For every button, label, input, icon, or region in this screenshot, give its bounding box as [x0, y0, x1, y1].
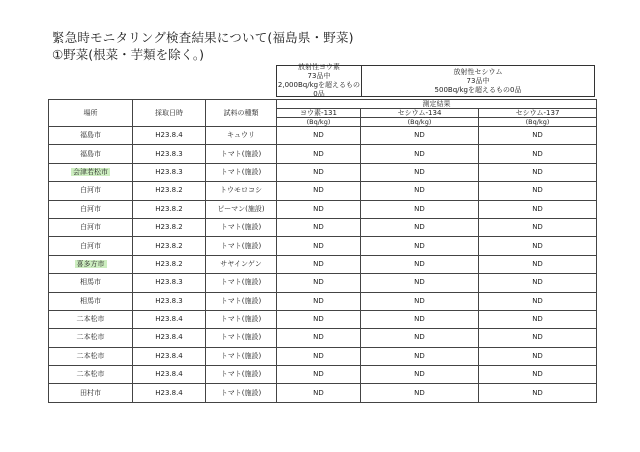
cell-place: 相馬市 [49, 292, 133, 310]
cell-sample: トマト(施設) [206, 366, 277, 384]
cell-date: H23.8.3 [133, 274, 206, 292]
cell-cs137: ND [479, 237, 597, 255]
cell-sample: トマト(施設) [206, 329, 277, 347]
cell-sample: トマト(施設) [206, 274, 277, 292]
cesium-summary-line2: 73品中 [466, 76, 490, 85]
cell-date: H23.8.3 [133, 163, 206, 181]
cell-place: 二本松市 [49, 347, 133, 365]
cell-cs137: ND [479, 292, 597, 310]
cell-date: H23.8.4 [133, 127, 206, 145]
table-row [49, 384, 597, 402]
cell-cs137: ND [479, 127, 597, 145]
header-sample: 試料の種類 [206, 100, 277, 127]
cell-sample: トマト(施設) [206, 347, 277, 365]
cell-i131: ND [277, 255, 361, 273]
table-row [49, 127, 597, 145]
table-row [49, 182, 597, 200]
table-row [49, 274, 597, 292]
cell-sample: トマト(施設) [206, 384, 277, 402]
cell-cs137: ND [479, 163, 597, 181]
cell-cs137: ND [479, 310, 597, 328]
iodine-summary-line1: 放射性ヨウ素 [298, 63, 340, 71]
cell-i131: ND [277, 274, 361, 292]
header-unit-cs134: (Bq/kg) [361, 118, 479, 127]
cell-cs134: ND [361, 237, 479, 255]
cell-date: H23.8.2 [133, 200, 206, 218]
cell-cs134: ND [361, 145, 479, 163]
cell-date: H23.8.3 [133, 145, 206, 163]
cell-sample: サヤインゲン [206, 255, 277, 273]
cell-cs134: ND [361, 163, 479, 181]
header-date: 採取日時 [133, 100, 206, 127]
cell-date: H23.8.4 [133, 366, 206, 384]
cell-i131: ND [277, 237, 361, 255]
header-place: 場所 [49, 100, 133, 127]
table-row [49, 163, 597, 181]
cell-place: 白河市 [49, 200, 133, 218]
cell-i131: ND [277, 329, 361, 347]
cell-sample: トマト(施設) [206, 145, 277, 163]
cell-place: 白河市 [49, 237, 133, 255]
cell-place: 白河市 [49, 182, 133, 200]
cell-date: H23.8.4 [133, 347, 206, 365]
section-subtitle: ①野菜(根菜・芋類を除く。) [52, 47, 204, 62]
cell-place: 二本松市 [49, 310, 133, 328]
table-row [49, 329, 597, 347]
cell-place: 田村市 [49, 384, 133, 402]
table-row [49, 366, 597, 384]
cell-place: 相馬市 [49, 274, 133, 292]
cell-place [49, 255, 133, 273]
cell-cs137: ND [479, 366, 597, 384]
cell-i131: ND [277, 127, 361, 145]
results-table [48, 99, 597, 403]
results-body [49, 127, 597, 403]
table-row [49, 200, 597, 218]
cell-cs134: ND [361, 200, 479, 218]
cell-i131: ND [277, 384, 361, 402]
cell-date: H23.8.2 [133, 218, 206, 236]
cell-sample: トウモロコシ [206, 182, 277, 200]
iodine-summary-line2: 73品中 [307, 72, 331, 80]
highlighted-place: 喜多方市 [76, 259, 105, 268]
cell-cs137: ND [479, 218, 597, 236]
header-i131: ヨウ素-131 [277, 109, 361, 118]
cell-cs134: ND [361, 127, 479, 145]
cell-cs134: ND [361, 329, 479, 347]
table-row [49, 255, 597, 273]
cell-sample: トマト(施設) [206, 237, 277, 255]
cell-sample: ピーマン(施設) [206, 200, 277, 218]
header-results: 測定結果 [277, 100, 597, 109]
cell-i131: ND [277, 163, 361, 181]
iodine-summary [277, 63, 362, 98]
cell-place: 二本松市 [49, 366, 133, 384]
cell-i131: ND [277, 182, 361, 200]
cell-cs134: ND [361, 218, 479, 236]
cell-date: H23.8.2 [133, 182, 206, 200]
cesium-summary [362, 66, 594, 96]
header-unit-i131: (Bq/kg) [277, 118, 361, 127]
cell-date: H23.8.4 [133, 329, 206, 347]
cell-place [49, 163, 133, 181]
document-title: 緊急時モニタリング検査結果について(福島県・野菜) [52, 30, 354, 45]
summary-boxes [276, 65, 595, 97]
cell-cs137: ND [479, 347, 597, 365]
header-cs137: セシウム-137 [479, 109, 597, 118]
table-row [49, 145, 597, 163]
cell-cs134: ND [361, 182, 479, 200]
cell-cs134: ND [361, 292, 479, 310]
cell-i131: ND [277, 200, 361, 218]
cell-cs134: ND [361, 255, 479, 273]
cell-date: H23.8.4 [133, 310, 206, 328]
cell-i131: ND [277, 310, 361, 328]
cell-cs134: ND [361, 274, 479, 292]
cell-place: 二本松市 [49, 329, 133, 347]
cell-date: H23.8.3 [133, 292, 206, 310]
cell-place: 福島市 [49, 127, 133, 145]
cell-cs137: ND [479, 384, 597, 402]
header-unit-cs137: (Bq/kg) [479, 118, 597, 127]
cesium-summary-line3: 500Bq/kgを超えるもの0品 [434, 85, 522, 94]
cell-date: H23.8.2 [133, 237, 206, 255]
cell-i131: ND [277, 218, 361, 236]
table-row [49, 310, 597, 328]
cell-date: H23.8.2 [133, 255, 206, 273]
cell-cs134: ND [361, 310, 479, 328]
cell-sample: トマト(施設) [206, 163, 277, 181]
cell-i131: ND [277, 145, 361, 163]
cell-cs137: ND [479, 200, 597, 218]
cell-sample: トマト(施設) [206, 218, 277, 236]
cell-place: 白河市 [49, 218, 133, 236]
cell-cs134: ND [361, 366, 479, 384]
cell-cs137: ND [479, 182, 597, 200]
highlighted-place: 会津若松市 [73, 167, 108, 176]
cell-cs137: ND [479, 329, 597, 347]
table-row [49, 347, 597, 365]
cell-cs134: ND [361, 384, 479, 402]
table-row [49, 292, 597, 310]
iodine-summary-line3: 2,000Bq/kgを超えるもの0品 [277, 81, 361, 98]
cesium-summary-line1: 放射性セシウム [453, 67, 503, 76]
cell-date: H23.8.4 [133, 384, 206, 402]
cell-sample: トマト(施設) [206, 292, 277, 310]
cell-i131: ND [277, 347, 361, 365]
cell-sample: トマト(施設) [206, 310, 277, 328]
header-cs134: セシウム-134 [361, 109, 479, 118]
cell-place: 福島市 [49, 145, 133, 163]
table-row [49, 237, 597, 255]
cell-i131: ND [277, 366, 361, 384]
cell-cs137: ND [479, 255, 597, 273]
table-row [49, 218, 597, 236]
cell-cs137: ND [479, 274, 597, 292]
cell-cs134: ND [361, 347, 479, 365]
cell-cs137: ND [479, 145, 597, 163]
cell-i131: ND [277, 292, 361, 310]
cell-sample: キュウリ [206, 127, 277, 145]
